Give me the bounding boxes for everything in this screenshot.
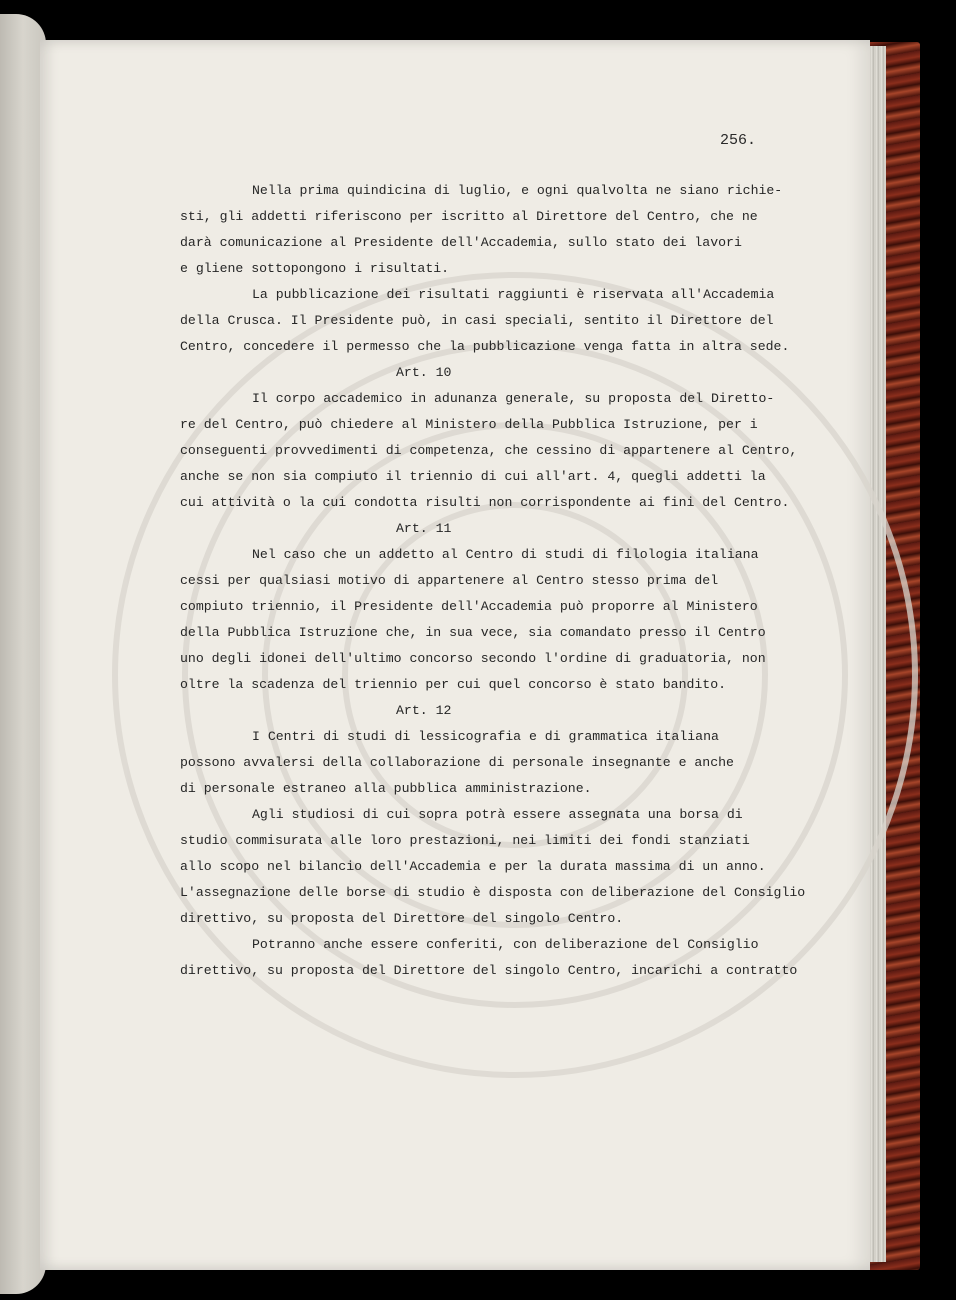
- paragraph-line: studio commisurata alle loro prestazioni, nei limiti dei fondi stanziati: [180, 833, 750, 848]
- page-number: 256.: [720, 132, 757, 149]
- paragraph-line: compiuto triennio, il Presidente dell'Accademia può proporre al Ministero: [180, 599, 758, 614]
- paragraph-line: re del Centro, può chiedere al Ministero della Pubblica Istruzione, per i: [180, 417, 758, 432]
- paragraph-line: Agli studiosi di cui sopra potrà essere assegnata una borsa di: [252, 807, 743, 822]
- paragraph-line: Centro, concedere il permesso che la pubblicazione venga fatta in altra sede.: [180, 339, 790, 354]
- paragraph-line: conseguenti provvedimenti di competenza, che cessino di appartenere al Centro,: [180, 443, 798, 458]
- paragraph-line: uno degli idonei dell'ultimo concorso secondo l'ordine di graduatoria, non: [180, 651, 766, 666]
- document-body: [180, 178, 806, 984]
- paragraph-line: Il corpo accademico in adunanza generale, su proposta del Diretto-: [252, 391, 775, 406]
- paragraph-line: cui attività o la cui condotta risulti non corrispondente ai fini del Centro.: [180, 495, 790, 510]
- paragraph-line: allo scopo nel bilancio dell'Accademia e per la durata massima di un anno.: [180, 859, 766, 874]
- paragraph-line: della Crusca. Il Presidente può, in casi speciali, sentito il Direttore del: [180, 313, 774, 328]
- paragraph-line: direttivo, su proposta del Direttore del singolo Centro, incarichi a contratto: [180, 963, 798, 978]
- paragraph-line: cessi per qualsiasi motivo di appartenere al Centro stesso prima del: [180, 573, 719, 588]
- paragraph-line: darà comunicazione al Presidente dell'Accademia, sullo stato dei lavori: [180, 235, 742, 250]
- paragraph-line: Nella prima quindicina di luglio, e ogni qualvolta ne siano richie-: [252, 183, 783, 198]
- paragraph-line: di personale estraneo alla pubblica amministrazione.: [180, 781, 592, 796]
- paragraph-line: della Pubblica Istruzione che, in sua vece, sia comandato presso il Centro: [180, 625, 766, 640]
- article-heading: Art. 12: [396, 703, 452, 718]
- paragraph-line: oltre la scadenza del triennio per cui quel concorso è stato bandito.: [180, 677, 727, 692]
- paragraph-line: sti, gli addetti riferiscono per iscritto al Direttore del Centro, che ne: [180, 209, 758, 224]
- article-heading: Art. 11: [396, 521, 452, 536]
- paragraph-line: I Centri di studi di lessicografia e di grammatica italiana: [252, 729, 719, 744]
- paragraph-line: direttivo, su proposta del Direttore del singolo Centro.: [180, 911, 624, 926]
- article-heading: Art. 10: [396, 365, 452, 380]
- paragraph-line: Potranno anche essere conferiti, con deliberazione del Consiglio: [252, 937, 759, 952]
- paragraph-line: La pubblicazione dei risultati raggiunti è riservata all'Accademia: [252, 287, 775, 302]
- paragraph-line: e gliene sottopongono i risultati.: [180, 261, 450, 276]
- paragraph-line: anche se non sia compiuto il triennio di cui all'art. 4, quegli addetti la: [180, 469, 766, 484]
- paragraph-line: Nel caso che un addetto al Centro di studi di filologia italiana: [252, 547, 759, 562]
- paragraph-line: possono avvalersi della collaborazione di personale insegnante e anche: [180, 755, 734, 770]
- paragraph-line: L'assegnazione delle borse di studio è disposta con deliberazione del Consiglio: [180, 885, 806, 900]
